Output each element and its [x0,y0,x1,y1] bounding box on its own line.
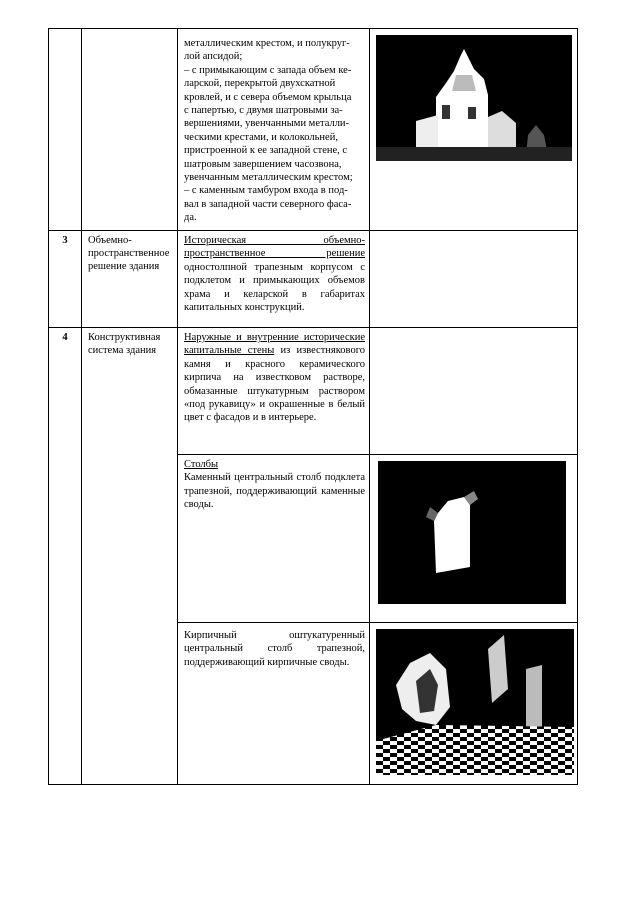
table-row [49,231,578,328]
text-line: – с каменным тамбуром входа в под- [184,185,348,197]
building-description-table [48,28,578,785]
description-text: одностолпной трапезным корпусом с подклетом и примыкающих объемов храма и келарской в габаритах капитальных конструкций. [184,261,365,314]
text-line: вершениями, увенчанными металли- [184,118,350,130]
description-cell [178,29,370,231]
text-line: металлическим крестом, и полукруг- [184,38,350,49]
row-number: 3 [49,231,82,328]
text-line: пристроенной к ее западной стене, с [184,145,348,157]
text-line: кровлей, и с севера объемом крыльца [184,91,352,103]
church-exterior-photo [376,35,572,161]
description-cell [178,231,370,328]
characteristic-name: Конструктивная система здания [82,328,178,785]
section-heading: Столбы [184,459,219,470]
row-number: 4 [49,328,82,785]
photo-cell [370,29,578,231]
stone-pillar-photo [378,461,566,604]
table-row [49,328,578,455]
brick-pillar-photo [376,629,574,775]
text-line: да. [184,212,197,224]
text-line: – с примыкающим с запада объем ке- [184,64,352,76]
photo-cell [370,231,578,328]
text-line: шатровым завершением часозвона, [184,158,342,170]
table-row [49,29,578,231]
section-heading: Наружные и внутренние исторические капитальные стены [184,332,365,357]
text-line: ческими крестами, и колокольней, [184,131,338,143]
description-cell [178,328,370,455]
photo-cell [370,455,578,623]
description-text: Кирпичный оштукатуренный центральный столб трапезной, поддерживающий кирпичные своды. [184,630,365,668]
description-text: Каменный центральный столб подклета трапезной, поддерживающий каменные своды. [184,472,365,511]
name-cell [82,29,178,231]
description-cell [178,455,370,623]
description-text: из известнякового камня и красного керамического кирпича на известковом растворе, обмазанные штукатурным раствором «под рукавицу» и окрашенные в белый цвет с фасадов и в интерьере. [184,345,365,424]
text-line: увенчанным металлическим крестом; [184,172,353,184]
text-line: с папертью, с двумя шатровыми за- [184,105,343,117]
photo-cell [370,328,578,455]
characteristic-name: Объемно-пространственное решение здания [82,231,178,328]
description-cell [178,623,370,785]
section-heading: Историческая объемно-пространственное решение [184,235,365,260]
text-line: вал в западной части северного фаса- [184,198,352,210]
photo-cell [370,623,578,785]
text-line: ларской, перекрытой двухскатной [184,78,336,90]
text-line: лой апсидой; [184,51,243,63]
number-cell [49,29,82,231]
